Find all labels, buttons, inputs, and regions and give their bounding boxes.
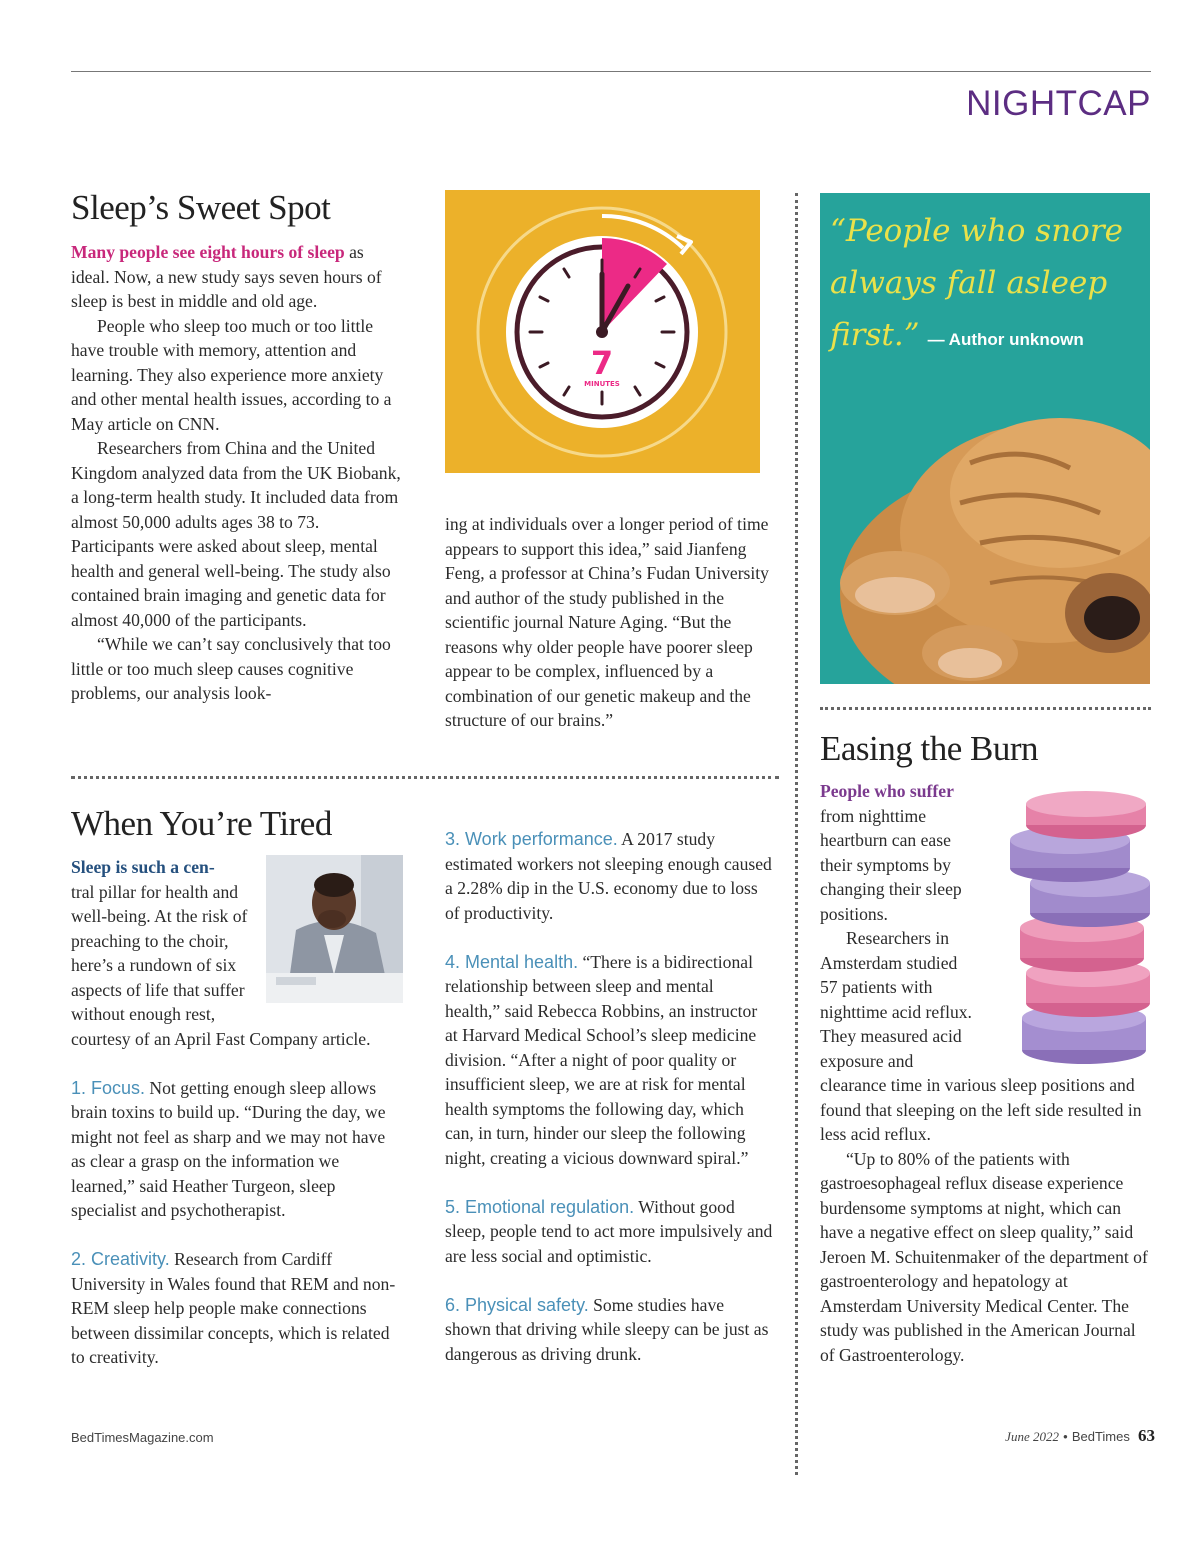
sleep-article-lead: Many people see eight hours of sleep <box>71 242 345 262</box>
sleep-article-p4-cont: ing at individuals over a longer period of time appears to support this idea,” said Jianfeng Feng, a professor at China’s Fudan University and author of the study published in the scientific journal Nature Aging. “But the reasons why older people have poorer sleep appear to be complex, influenced by a combination of our genetic makeup and the structure of our brains.” <box>445 514 769 730</box>
sleep-article-p3: Researchers from China and the United Kingdom analyzed data from the UK Biobank, a long-term health study. It included data from almost 50,000 adults ages 38 to 73. Participants were asked about sleep, mental health and general well-being. The study also contained brain imaging and genetic data for almost 40,000 of the participants. <box>71 438 401 630</box>
burn-article-lead: People who suffer <box>820 781 954 801</box>
sleep-article-title: Sleep’s Sweet Spot <box>71 188 331 227</box>
quote-attribution: — Author unknown <box>927 330 1084 349</box>
tired-item-2-text: Research from Cardiff University in Wales found that REM and non-REM sleep help people make connections between dissimilar concepts, which is related to creativity. <box>71 1249 396 1367</box>
quote-text <box>830 205 1150 366</box>
sleep-article-p1 <box>71 240 403 314</box>
burn-article-title: Easing the Burn <box>820 729 1039 768</box>
tired-article-intro-rest: tral pillar for health and well-being. At the risk of preaching to the choir, here’s a rundown of six aspects of life that suffer without enough rest, courtesy of an April Fast Company article. <box>71 881 371 1049</box>
tired-article-intro-wrap <box>71 855 261 880</box>
tired-item-4 <box>445 950 773 1171</box>
tired-article-intro-text <box>71 880 403 1052</box>
sleep-article-p2: People who sleep too much or too little have trouble with memory, attention and learning. They also experience more anxiety and other mental health issues, according to a May article on CNN. <box>71 315 392 434</box>
footer-info <box>1005 1426 1155 1446</box>
tired-item-2 <box>71 1247 403 1370</box>
clock-caption: MINUTES <box>584 380 620 388</box>
footer-website: BedTimesMagazine.com <box>71 1430 214 1445</box>
burn-article-body <box>820 779 1152 1367</box>
sleep-article-col2 <box>445 512 775 733</box>
tired-item-4-text: “There is a bidirectional relationship between sleep and mental health,” said Rebecca Robbins, an instructor at Harvard Medical School’s sleep medicine division. “After a night of poor quality or insufficient sleep, we are at risk for mental health symptoms the following day, which can, in turn, hinder our sleep the following night, creating a vicious downward spiral.” <box>445 951 758 1168</box>
tired-item-3 <box>445 827 773 925</box>
tired-item-5 <box>445 1195 773 1269</box>
divider-horizontal-left <box>71 776 779 779</box>
tired-item-5-label: 5. Emotional regulation. <box>445 1196 635 1217</box>
burn-article-p1-text: from nighttime heartburn can ease their symptoms by changing their sleep positions. <box>820 805 962 924</box>
burn-article-p2: Researchers in Amsterdam studied 57 patients with nighttime acid reflux. They measured acid exposure and clearance time in various sleep positions and found that sleeping on the left side resulted in less acid reflux. <box>820 928 1142 1144</box>
tired-item-1-label: 1. Focus. <box>71 1077 146 1098</box>
tired-item-3-text: A 2017 study estimated workers not sleeping enough caused a 2.28% dip in the U.S. economy due to loss of productivity. <box>445 829 772 923</box>
tired-article-lead: Sleep is such a cen- <box>71 857 215 877</box>
clock-illustration <box>445 190 760 473</box>
tired-item-1-text: Not getting enough sleep allows brain toxins to build up. “During the day, we might not feel as sharp and we may not have as clear a grasp on the information we learned,” said Heather Turgeon, sleep specialist and psychotherapist. <box>71 1077 386 1220</box>
tired-item-1 <box>71 1076 403 1223</box>
clock-number: 7 <box>590 344 614 382</box>
tired-item-6 <box>445 1293 773 1367</box>
footer-magazine: BedTimes <box>1071 1429 1130 1444</box>
section-title: NIGHTCAP <box>966 84 1151 123</box>
top-rule <box>71 71 1151 72</box>
tired-article-intro <box>71 880 403 1370</box>
tired-article-col2 <box>445 827 773 1366</box>
footer-date: June 2022 <box>1005 1429 1059 1444</box>
divider-horizontal-right <box>820 707 1151 710</box>
burn-article-p3: “Up to 80% of the patients with gastroesophageal reflux disease experience burdensome symptoms at night, which can have a negative effect on sleep quality,” said Jeroen M. Schuitenmaker of the department of gastroenterology and hepatology at Amsterdam University Medical Center. The study was published in the American Journal of Gastroenterology. <box>820 1148 1148 1365</box>
quote-box <box>820 193 1150 684</box>
tired-article-title: When You’re Tired <box>71 804 332 843</box>
burn-article-p1 <box>820 779 1152 926</box>
tired-item-6-label: 6. Physical safety. <box>445 1294 589 1315</box>
tired-article-intro-a <box>71 855 261 880</box>
tired-item-3-label: 3. Work performance. <box>445 829 618 849</box>
tired-item-6-text: Some studies have shown that driving while sleepy can be just as dangerous as driving drunk. <box>445 1294 769 1364</box>
tired-item-5-text: Without good sleep, people tend to act more impulsively and are less social and optimistic. <box>445 1196 773 1266</box>
tired-item-4-label: 4. Mental health. <box>445 951 579 972</box>
divider-vertical <box>795 193 798 1475</box>
footer-separator: • <box>1063 1429 1068 1444</box>
footer-page-number: 63 <box>1138 1426 1155 1445</box>
quote-body: “People who snore always fall asleep first.” <box>830 213 1124 353</box>
tired-item-2-label: 2. Creativity. <box>71 1249 170 1269</box>
sleep-article-p1-text: as ideal. Now, a new study says seven hours of sleep is best in middle and old age. <box>71 242 382 311</box>
sleep-article-p4: “While we can’t say conclusively that too little or too much sleep causes cognitive problems, our analysis look- <box>71 634 391 703</box>
sleep-article-col1 <box>71 240 403 706</box>
clock-icon <box>445 190 760 473</box>
